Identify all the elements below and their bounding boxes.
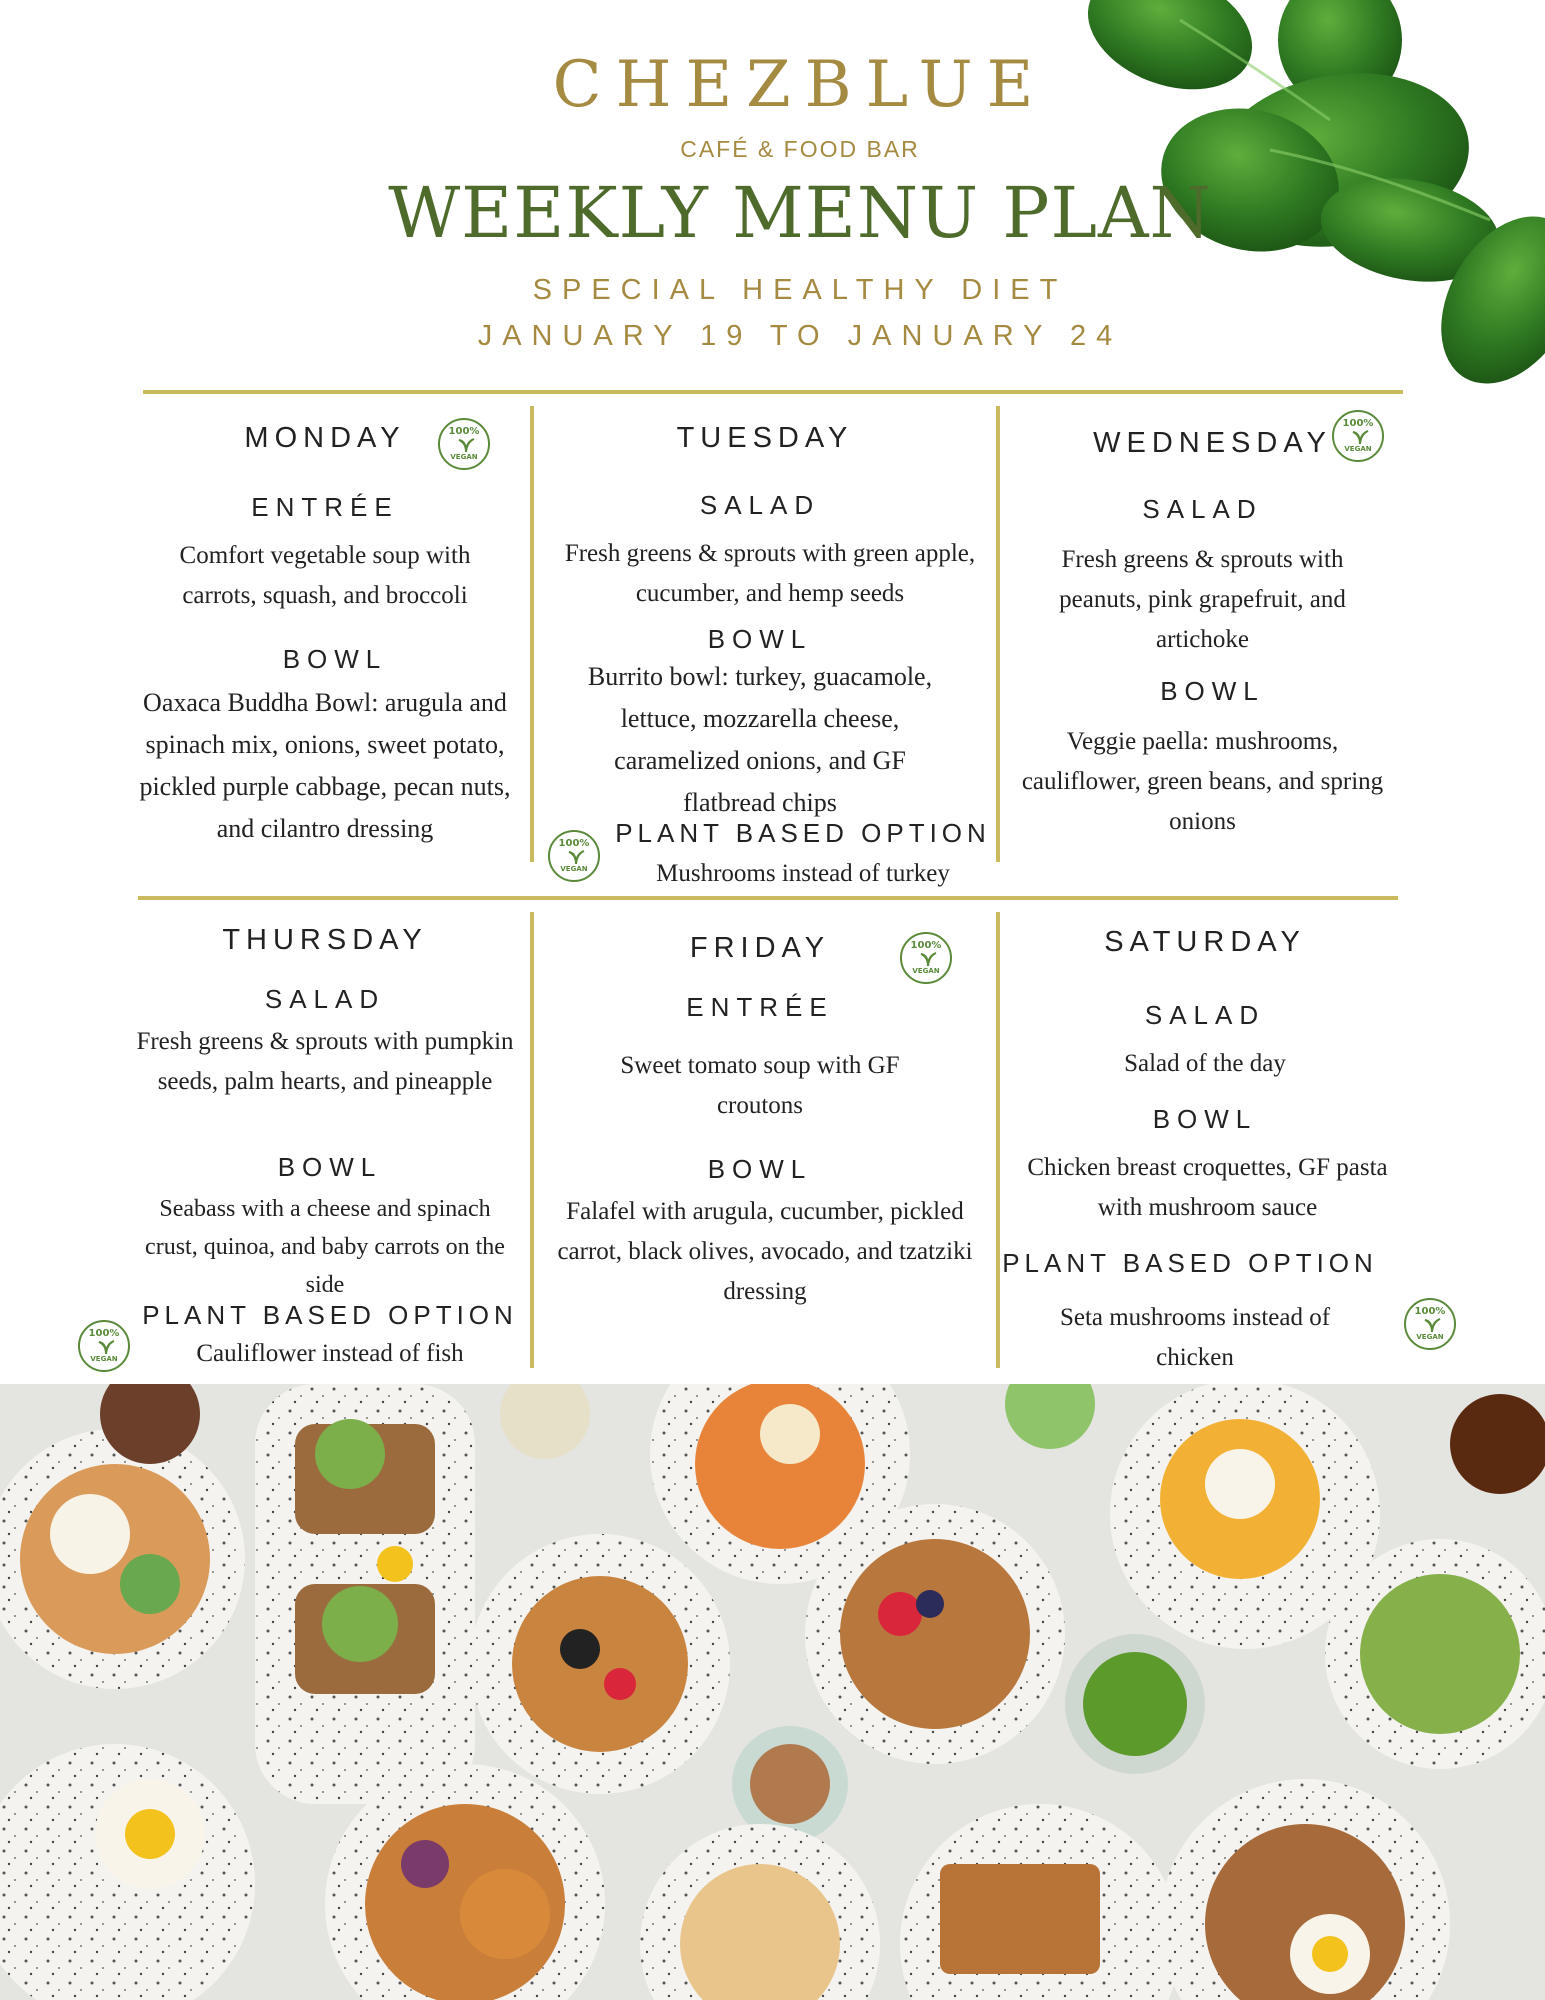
- section-label: BOWL: [707, 1154, 813, 1184]
- page-title: WEEKLY MENU PLAN: [388, 172, 1212, 254]
- section-label: PLANT BASED OPTION: [142, 1300, 518, 1330]
- vegan-badge-icon: 100% VEGAN: [1332, 410, 1384, 462]
- day-card-tuesday: [550, 420, 990, 890]
- salad-text: Fresh greens & sprouts with green apple, cucumber, and hemp seeds: [564, 540, 976, 607]
- day-title: THURSDAY: [222, 924, 428, 956]
- vegan-badge-icon: 100% VEGAN: [1404, 1298, 1456, 1350]
- day-title: WEDNESDAY: [1093, 427, 1332, 459]
- brand-name: CHEZBLUE: [552, 48, 1048, 122]
- section-label: BOWL: [282, 644, 388, 674]
- day-card-wednesday: [1020, 420, 1385, 890]
- column-divider-2-top: [996, 406, 1000, 862]
- diet-subtitle: SPECIAL HEALTHY DIET: [532, 274, 1068, 306]
- section-label: BOWL: [1152, 1104, 1258, 1134]
- section-label: SALAD: [1144, 1000, 1266, 1030]
- bowl-text: Burrito bowl: turkey, guacamole, lettuce, mozzarella cheese, caramelized onions, and GF flatbread chips: [587, 662, 933, 817]
- entree-text: Sweet tomato soup with GF croutons: [620, 1052, 900, 1119]
- bowl-text: Oaxaca Buddha Bowl: arugula and spinach mix, onions, sweet potato, pickled purple cabbage, pecan nuts, and cilantro dressing: [139, 688, 511, 843]
- plant-text: Mushrooms instead of turkey: [656, 860, 950, 887]
- vegan-badge-icon: 100% VEGAN: [900, 932, 952, 984]
- day-card-thursday: [130, 922, 520, 1372]
- bowl-text: Veggie paella: mushrooms, cauliflower, green beans, and spring onions: [1021, 728, 1384, 835]
- vegan-badge-icon: 100% VEGAN: [548, 830, 600, 882]
- vegan-badge-icon: 100% VEGAN: [438, 418, 490, 470]
- section-label: SALAD: [699, 490, 821, 520]
- day-title: FRIDAY: [689, 932, 831, 964]
- section-label: BOWL: [277, 1152, 383, 1182]
- section-label: SALAD: [1142, 494, 1263, 524]
- plant-text: Cauliflower instead of fish: [196, 1340, 464, 1367]
- section-label: ENTRÉE: [251, 492, 399, 522]
- brand-subtitle: CAFÉ & FOOD BAR: [680, 136, 920, 162]
- column-divider-1-top: [530, 406, 534, 862]
- day-card-monday: [130, 420, 520, 890]
- section-label: ENTRÉE: [686, 992, 834, 1022]
- column-divider-2-bottom: [996, 912, 1000, 1368]
- bowl-text: Falafel with arugula, cucumber, pickled carrot, black olives, avocado, and tzatziki dressing: [557, 1198, 973, 1305]
- salad-text: Fresh greens & sprouts with pumpkin seeds, palm hearts, and pineapple: [136, 1028, 514, 1095]
- date-range: JANUARY 19 TO JANUARY 24: [477, 320, 1123, 352]
- section-label: BOWL: [1160, 676, 1265, 706]
- plant-text: Seta mushrooms instead of chicken: [1059, 1304, 1331, 1371]
- day-title: TUESDAY: [676, 422, 854, 454]
- day-card-saturday: [1002, 922, 1388, 1372]
- middle-rule: [138, 896, 1398, 900]
- salad-text: Salad of the day: [1124, 1050, 1286, 1077]
- entree-text: Comfort vegetable soup with carrots, squash, and broccoli: [179, 542, 471, 609]
- day-title: MONDAY: [244, 422, 406, 454]
- section-label: PLANT BASED OPTION: [1002, 1248, 1378, 1278]
- section-label: BOWL: [707, 624, 813, 654]
- bowl-text: Chicken breast croquettes, GF pasta with mushroom sauce: [1027, 1154, 1388, 1221]
- day-card-friday: [545, 922, 985, 1372]
- food-photo-image: [0, 1384, 1545, 2000]
- day-title: SATURDAY: [1104, 926, 1306, 958]
- column-divider-1-bottom: [530, 912, 534, 1368]
- salad-text: Fresh greens & sprouts with peanuts, pink grapefruit, and artichoke: [1059, 546, 1346, 653]
- bowl-text: Seabass with a cheese and spinach crust, quinoa, and baby carrots on the side: [145, 1196, 505, 1298]
- top-rule: [143, 390, 1403, 394]
- section-label: PLANT BASED OPTION: [615, 818, 991, 848]
- section-label: SALAD: [264, 984, 386, 1014]
- vegan-badge-icon: 100% VEGAN: [78, 1320, 130, 1372]
